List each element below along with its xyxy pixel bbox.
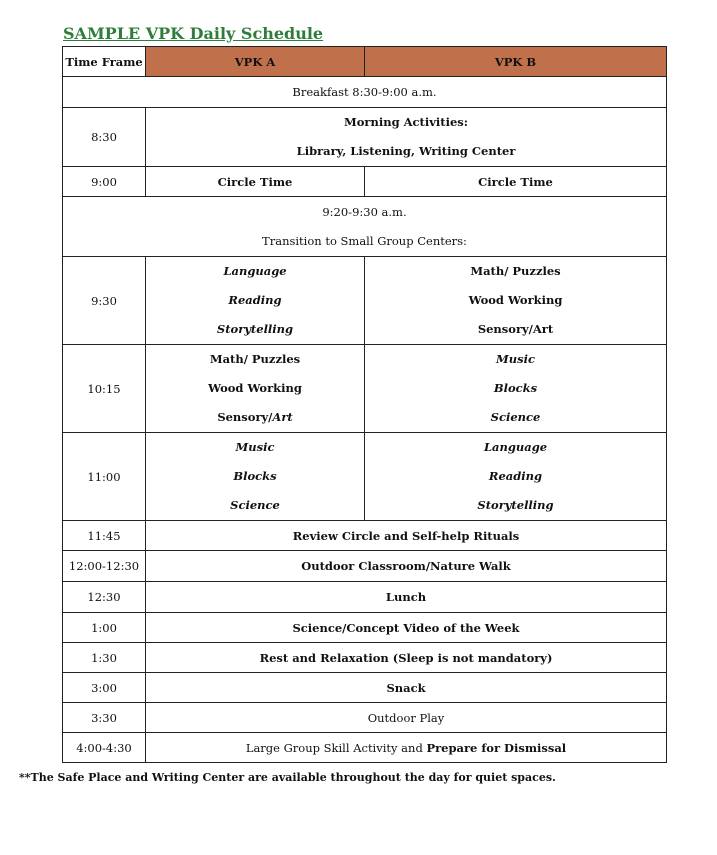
time-cell: 11:45 — [63, 521, 146, 551]
table-row — [63, 77, 667, 108]
center-item: Language — [223, 264, 287, 278]
time-cell: 4:00-4:30 — [63, 733, 146, 763]
center-item: Storytelling — [216, 322, 294, 336]
center-item: Sensory/Art — [477, 322, 554, 336]
header-vpk-a: VPK A — [146, 47, 365, 77]
header-time-frame: Time Frame — [63, 47, 146, 77]
activity-cell — [146, 733, 667, 763]
table-row — [63, 257, 667, 345]
table-row — [63, 521, 667, 551]
center-item: Math/ Puzzles — [470, 264, 561, 278]
center-item — [146, 403, 364, 432]
vpk-a-cell — [146, 257, 365, 345]
activity-cell: Review Circle and Self-help Rituals — [146, 521, 667, 551]
transition-label: Transition to Small Group Centers: — [262, 233, 467, 248]
center-item: Science — [230, 498, 280, 512]
vpk-b-cell — [365, 433, 667, 521]
center-item: Music — [496, 352, 535, 366]
table-row — [63, 197, 667, 257]
center-item: Reading — [488, 469, 543, 483]
activity-cell — [146, 108, 667, 167]
vpk-b-cell: Circle Time — [365, 167, 667, 197]
table-row — [63, 582, 667, 613]
document-title: SAMPLE VPK Daily Schedule — [63, 24, 324, 43]
center-item: Blocks — [233, 469, 277, 483]
time-cell: 9:00 — [63, 167, 146, 197]
activity-line: Morning Activities: — [344, 115, 468, 129]
time-cell: 12:00-12:30 — [63, 551, 146, 582]
center-item: Language — [483, 440, 548, 454]
table-row — [63, 167, 667, 197]
table-row — [63, 108, 667, 167]
transition-cell — [63, 197, 667, 257]
center-item-part: Sensory/ — [217, 410, 273, 424]
header-row — [63, 47, 667, 77]
activity-cell: Lunch — [146, 582, 667, 613]
table-row — [63, 733, 667, 763]
time-cell: 1:30 — [63, 643, 146, 673]
time-cell: 9:30 — [63, 257, 146, 345]
table-row — [63, 673, 667, 703]
vpk-b-cell — [365, 345, 667, 433]
vpk-b-cell — [365, 257, 667, 345]
center-item-part: Art — [272, 410, 293, 424]
center-item: Science — [490, 410, 541, 424]
activity-text: Large Group Skill Activity and — [245, 740, 427, 755]
time-cell: 3:00 — [63, 673, 146, 703]
activity-cell: Outdoor Classroom/Nature Walk — [146, 551, 667, 582]
time-cell: 11:00 — [63, 433, 146, 521]
table-row — [63, 613, 667, 643]
table-row — [63, 433, 667, 521]
vpk-a-cell — [146, 345, 365, 433]
center-item: Music — [235, 440, 275, 454]
table-row — [63, 345, 667, 433]
activity-cell: Science/Concept Video of the Week — [146, 613, 667, 643]
table-row — [63, 551, 667, 582]
center-item: Wood Working — [208, 381, 302, 395]
table-row — [63, 703, 667, 733]
activity-cell: Snack — [146, 673, 667, 703]
table-row — [63, 643, 667, 673]
center-item: Wood Working — [468, 293, 563, 307]
vpk-a-cell — [146, 433, 365, 521]
header-vpk-b: VPK B — [365, 47, 667, 77]
center-item: Storytelling — [477, 498, 554, 512]
vpk-a-cell: Circle Time — [146, 167, 365, 197]
center-item: Reading — [228, 293, 282, 307]
time-cell: 10:15 — [63, 345, 146, 433]
schedule-table — [62, 46, 667, 763]
time-cell: 3:30 — [63, 703, 146, 733]
breakfast-cell: Breakfast 8:30-9:00 a.m. — [63, 77, 667, 108]
footnote: **The Safe Place and Writing Center are available throughout the day for quiet spaces. — [19, 771, 556, 784]
activity-cell: Rest and Relaxation (Sleep is not mandatory) — [146, 643, 667, 673]
transition-time: 9:20-9:30 a.m. — [322, 204, 407, 219]
activity-cell: Outdoor Play — [146, 703, 667, 733]
center-item: Math/ Puzzles — [209, 352, 301, 366]
activity-text-bold: Prepare for Dismissal — [426, 740, 567, 755]
center-item: Blocks — [493, 381, 538, 395]
time-cell: 12:30 — [63, 582, 146, 613]
activity-line: Library, Listening, Writing Center — [296, 144, 516, 158]
time-cell: 1:00 — [63, 613, 146, 643]
time-cell: 8:30 — [63, 108, 146, 167]
